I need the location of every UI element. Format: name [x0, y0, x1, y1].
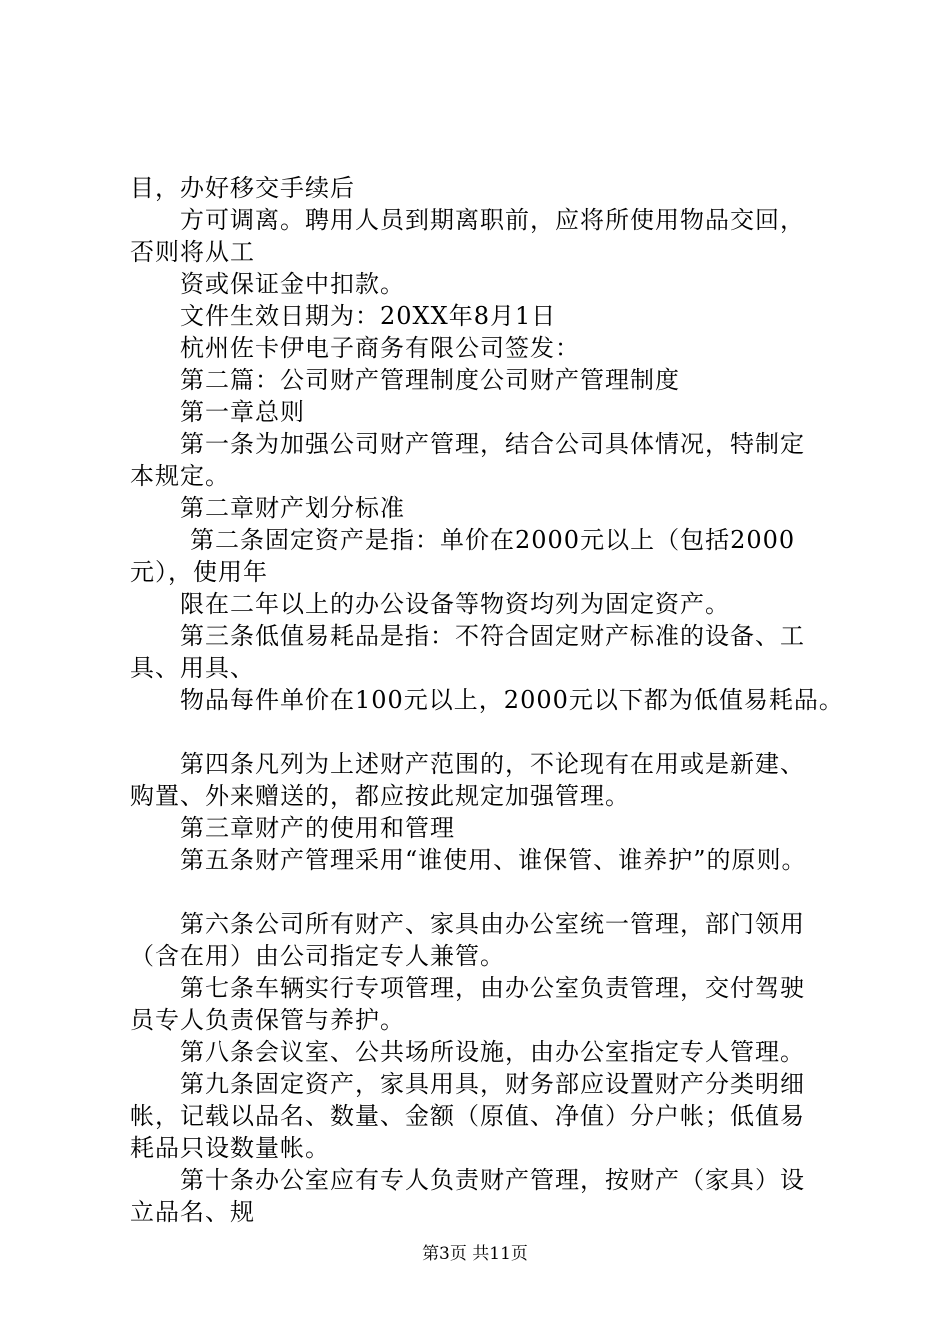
text-line: 本规定。 — [130, 462, 230, 490]
text-line: 第十条办公室应有专人负责财产管理，按财产（家具）设 — [180, 1166, 805, 1194]
text-line: 方可调离。聘用人员到期离职前，应将所使用物品交回， — [180, 206, 805, 234]
text-line: 第一条为加强公司财产管理，结合公司具体情况，特制定 — [180, 430, 805, 458]
chapter-heading: 第二章财产划分标准 — [180, 494, 405, 522]
text-line: 第八条会议室、公共场所设施，由办公室指定专人管理。 — [180, 1038, 805, 1066]
document-body — [130, 172, 850, 1228]
text-line: 元），使用年 — [130, 558, 268, 586]
text-line: 耗品只设数量帐。 — [130, 1134, 330, 1162]
chapter-heading: 第一章总则 — [180, 398, 305, 426]
text-line: 具、用具、 — [130, 654, 255, 682]
text-line: 第九条固定资产，家具用具，财务部应设置财产分类明细 — [180, 1070, 805, 1098]
text-line: 物品每件单价在100元以上，2000元以下都为低值易耗品。 — [180, 686, 844, 714]
text-line: 第五条财产管理采用“谁使用、谁保管、谁养护”的原则。 — [180, 846, 807, 874]
text-line: 第六条公司所有财产、家具由办公室统一管理，部门领用 — [180, 910, 805, 938]
text-line: 第四条凡列为上述财产范围的，不论现有在用或是新建、 — [180, 750, 805, 778]
text-line: 立品名、规 — [130, 1198, 255, 1226]
page-number: 第3页 共11页 — [422, 1244, 528, 1264]
text-line: 员专人负责保管与养护。 — [130, 1006, 405, 1034]
text-line: 第七条车辆实行专项管理，由办公室负责管理，交付驾驶 — [180, 974, 805, 1002]
text-line: 杭州佐卡伊电子商务有限公司签发： — [180, 334, 580, 362]
section-heading: 第二篇：公司财产管理制度公司财产管理制度 — [180, 366, 680, 394]
text-line: 目，办好移交手续后 — [130, 174, 355, 202]
text-line: 购置、外来赠送的，都应按此规定加强管理。 — [130, 782, 630, 810]
text-line: 资或保证金中扣款。 — [180, 270, 405, 298]
text-line: 第三条低值易耗品是指：不符合固定财产标准的设备、工 — [180, 622, 805, 650]
paragraph-gap — [130, 716, 850, 748]
text-line: 帐，记载以品名、数量、金额（原值、净值）分户帐；低值易 — [130, 1102, 805, 1130]
text-line: 否则将从工 — [130, 238, 255, 266]
text-line: 第二条固定资产是指：单价在2000元以上（包括2000 — [190, 526, 796, 554]
text-line: 文件生效日期为：20XX年8月1日 — [180, 302, 557, 330]
chapter-heading: 第三章财产的使用和管理 — [180, 814, 455, 842]
paragraph-gap — [130, 876, 850, 908]
text-line: 限在二年以上的办公设备等物资均列为固定资产。 — [180, 590, 730, 618]
text-line: （含在用）由公司指定专人兼管。 — [130, 942, 505, 970]
